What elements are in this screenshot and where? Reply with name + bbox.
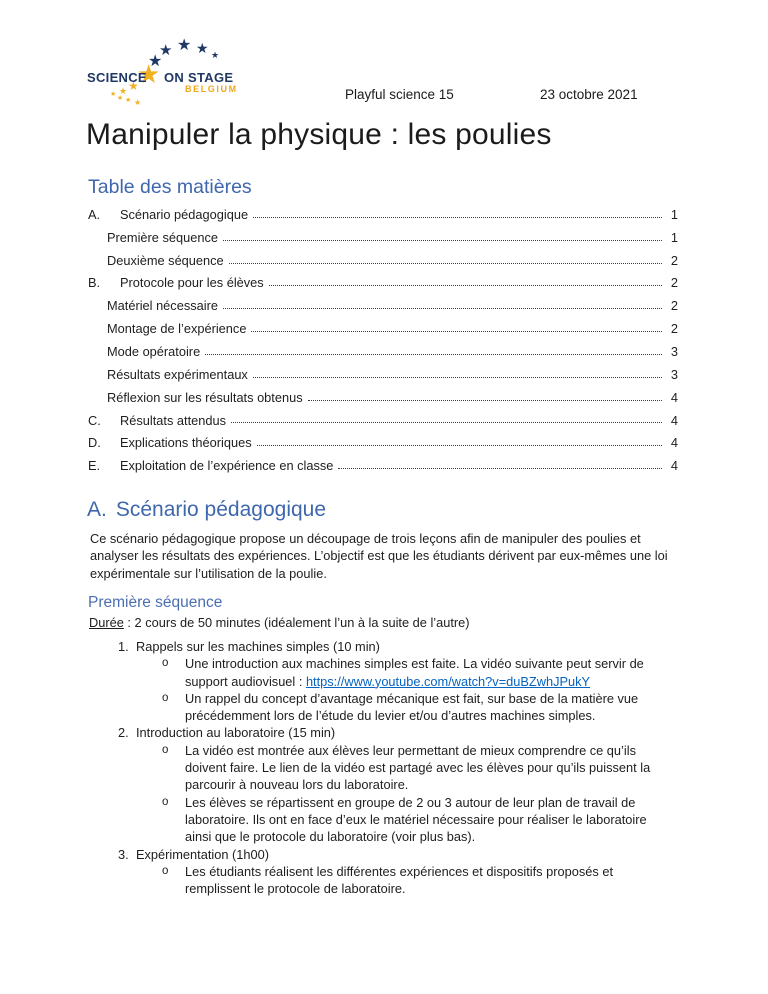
toc-entry-label: Résultats expérimentaux [107, 366, 248, 382]
numbered-item [88, 724, 676, 741]
table-of-contents [88, 203, 678, 477]
toc-entry-label: Matériel nécessaire [107, 298, 218, 314]
intro-paragraph: Ce scénario pédagogique propose un découpage de trois leçons afin de manipuler des poulies et analyser les résultats des expériences. L’objectif est que les étudiants dérivent par eux-mêmes une loi expérimentale sur l’utilisation de la poulie. [90, 531, 668, 581]
bullet-text: Un rappel du concept d’avantage mécanique est fait, sur base de la matière vue précédemment lors de l’étude du levier et/ou d’autres machines simples. [185, 690, 639, 724]
logo-text-belgium: BELGIUM [185, 84, 238, 94]
toc-entry-prefix: E. [88, 458, 101, 474]
item-number: 1. [118, 639, 129, 654]
circle-bullet-icon: o [162, 691, 169, 704]
toc-entry-prefix: B. [88, 275, 101, 291]
toc-entry[interactable] [88, 363, 678, 386]
circle-bullet-icon: o [162, 864, 169, 877]
section-a-heading-label: Scénario pédagogique [115, 498, 327, 521]
toc-entry-prefix: A. [88, 206, 101, 222]
item-label: Rappels sur les machines simples (10 min) [136, 639, 380, 654]
toc-entry[interactable] [88, 409, 678, 432]
toc-entry[interactable] [88, 431, 678, 454]
youtube-link[interactable]: https://www.youtube.com/watch?v=duBZwhJPukY [305, 673, 591, 689]
numbered-item [88, 846, 676, 863]
bullet-text: Les élèves se répartissent en groupe de 2 ou 3 autour de leur plan de travail de laboratoire. Ils ont en face d’eux le matériel nécessaire pour réaliser le laboratoire ainsi que le protocole du laboratoire (voir plus bas). [185, 794, 647, 845]
subsection-heading: Première séquence [88, 594, 223, 611]
toc-dot-leader [223, 240, 662, 241]
toc-page-number: 2 [670, 252, 678, 268]
header-doc-label: Playful science 15 [345, 87, 454, 102]
toc-entry[interactable] [88, 294, 678, 317]
sequence-steps-list [88, 638, 676, 897]
section-a-heading-prefix: A. [87, 498, 107, 521]
numbered-item [88, 638, 676, 655]
circle-bullet-icon: o [162, 743, 169, 756]
duration-text: : 2 cours de 50 minutes (idéalement l’un à la suite de l’autre) [123, 615, 470, 630]
circle-bullet-icon: o [162, 657, 169, 670]
toc-dot-leader [229, 263, 662, 264]
toc-entry[interactable] [88, 317, 678, 340]
toc-heading: Table des matières [88, 176, 252, 198]
toc-page-number: 3 [670, 343, 678, 359]
star-icon [196, 41, 209, 55]
sub-bullet [88, 863, 676, 898]
sub-bullet [88, 690, 676, 725]
bullet-text: Les étudiants réalisent les différentes expériences et dispositifs proposés et remplissent le protocole de laboratoire. [185, 863, 613, 897]
bullet-text [185, 655, 663, 690]
header-date: 23 octobre 2021 [540, 87, 638, 102]
toc-dot-leader [251, 331, 662, 332]
toc-entry[interactable] [88, 249, 678, 272]
toc-entry-label: Exploitation de l’expérience en classe [120, 458, 334, 474]
page-title: Manipuler la physique : les poulies [86, 118, 552, 151]
circle-bullet-icon: o [162, 795, 169, 808]
toc-page-number: 2 [670, 298, 678, 314]
star-icon [117, 95, 123, 102]
toc-page-number: 4 [670, 458, 678, 474]
toc-entry-label: Résultats attendus [120, 412, 226, 428]
bullet-text: La vidéo est montrée aux élèves leur permettant de mieux comprendre ce qu’ils doivent faire. Le lien de la vidéo est partagé avec les élèves pour qu’ils puissent la parcourir à nouveau lors du laboratoire. [185, 742, 651, 793]
toc-dot-leader [253, 377, 662, 378]
item-label: Introduction au laboratoire (15 min) [136, 725, 336, 741]
sub-bullet [88, 655, 676, 690]
duration-label: Durée [89, 615, 124, 630]
toc-entry-label: Réflexion sur les résultats obtenus [107, 389, 303, 405]
toc-entry-label: Première séquence [107, 229, 218, 245]
toc-entry[interactable] [88, 272, 678, 295]
star-icon [110, 91, 116, 98]
logo-text-science: SCIENCE [87, 70, 147, 85]
toc-entry-label: Scénario pédagogique [120, 206, 249, 222]
sub-bullet [88, 794, 676, 846]
star-icon [134, 99, 141, 107]
star-icon [125, 97, 131, 104]
star-icon [211, 51, 219, 60]
toc-entry[interactable] [88, 226, 678, 249]
toc-dot-leader [205, 354, 662, 355]
toc-page-number: 2 [670, 321, 678, 337]
toc-entry-label: Deuxième séquence [107, 252, 224, 268]
toc-dot-leader [338, 468, 662, 469]
science-on-stage-logo [85, 38, 315, 112]
toc-page-number: 4 [670, 412, 678, 428]
item-label: Expérimentation (1h00) [136, 846, 270, 862]
bullet-text-prefix: Une introduction aux machines simples est faite. La vidéo suivante peut servir de support audiovisuel : [185, 656, 644, 689]
toc-page-number: 1 [670, 206, 678, 222]
logo-text-on-stage: ON STAGE [164, 70, 234, 85]
toc-page-number: 4 [670, 389, 678, 405]
toc-dot-leader [223, 308, 662, 309]
section-a-heading [87, 498, 326, 522]
toc-entry-prefix: C. [88, 412, 101, 428]
star-icon [159, 43, 172, 58]
toc-page-number: 3 [670, 366, 678, 382]
toc-dot-leader [308, 400, 662, 401]
toc-entry[interactable] [88, 454, 678, 477]
toc-entry-label: Protocole pour les élèves [120, 275, 264, 291]
item-number: 3. [118, 846, 129, 862]
toc-entry[interactable] [88, 340, 678, 363]
toc-dot-leader [269, 285, 662, 286]
toc-dot-leader [253, 217, 662, 218]
toc-page-number: 2 [670, 275, 678, 291]
duration-line [89, 615, 470, 630]
toc-entry-label: Explications théoriques [120, 435, 252, 451]
toc-page-number: 1 [670, 229, 678, 245]
toc-entry[interactable] [88, 203, 678, 226]
star-icon [177, 38, 191, 54]
toc-page-number: 4 [670, 435, 678, 451]
toc-entry[interactable] [88, 386, 678, 409]
toc-entry-prefix: D. [88, 435, 101, 451]
toc-dot-leader [231, 422, 662, 423]
item-number: 2. [118, 725, 129, 741]
toc-entry-label: Mode opératoire [107, 343, 201, 359]
toc-dot-leader [257, 445, 662, 446]
sub-bullet [88, 742, 676, 794]
toc-entry-label: Montage de l’expérience [107, 321, 247, 337]
